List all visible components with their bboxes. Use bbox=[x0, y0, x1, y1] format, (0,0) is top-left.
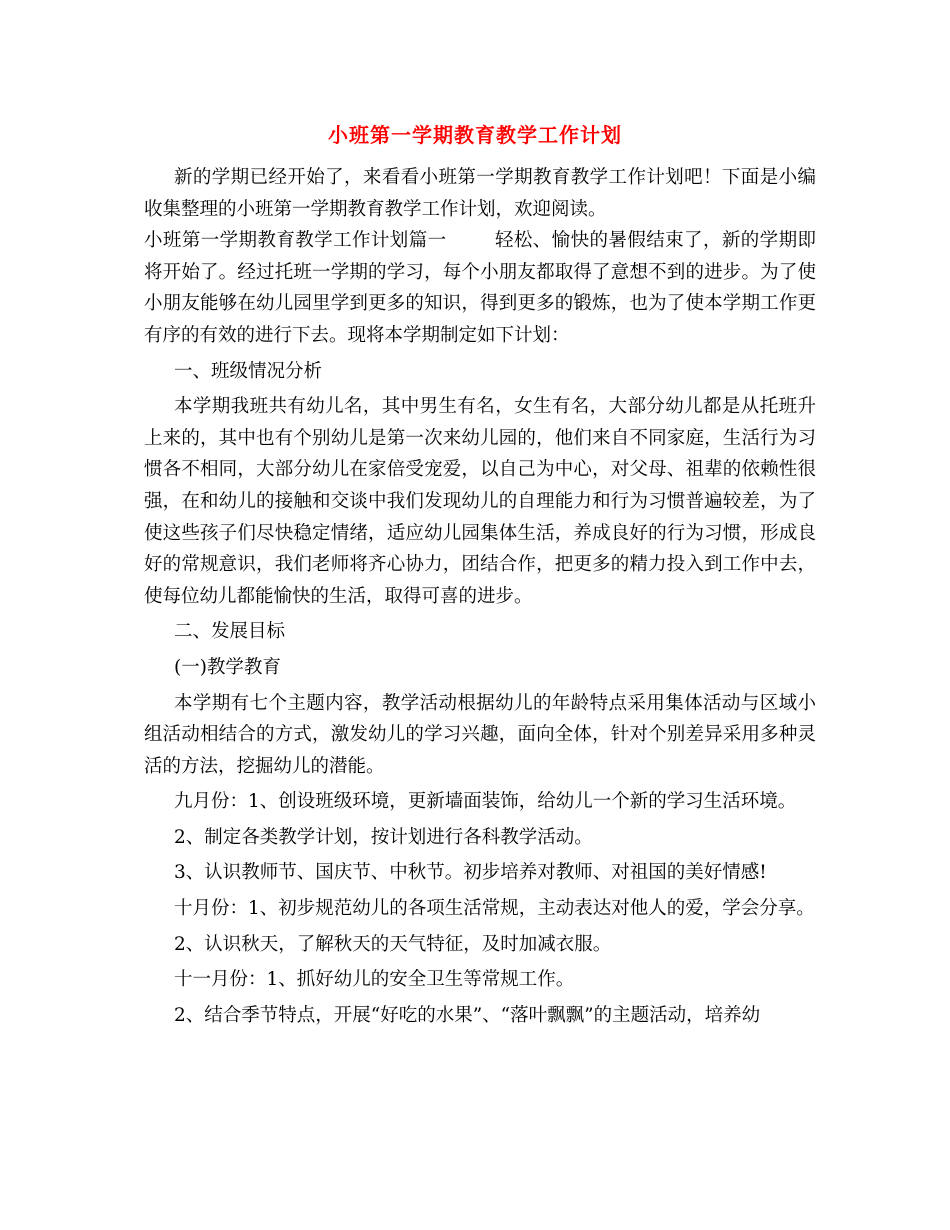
plan-item: 2、结合季节特点，开展“好吃的水果”、“落叶飘飘”的主题活动，培养幼 bbox=[174, 1004, 761, 1026]
section-lead: 轻松、愉快的暑假结束了，新的学期即将开始了。经过托班一学期的学习，每个小朋友都取得了意想不到的进步。为了使小朋友能够在幼儿园里学到更多的知识，得到更多的锻炼，也为了使本学期工作更有序的有效的进行下去。现将本学期制定如下计划： bbox=[144, 230, 816, 346]
plan-item: 十一月份：1、抓好幼儿的安全卫生等常规工作。 bbox=[174, 969, 575, 991]
plan-item: 2、制定各类教学计划，按计划进行各科教学活动。 bbox=[174, 826, 593, 848]
document-title: 小班第一学期教育教学工作计划 bbox=[328, 123, 622, 147]
intro-paragraph: 新的学期已经开始了，来看看小班第一学期教育教学工作计划吧！下面是小编收集整理的小班第一学期教育教学工作计划，欢迎阅读。 bbox=[144, 167, 816, 220]
heading-teaching-education: (一)教学教育 bbox=[174, 656, 281, 678]
plan-item: 2、认识秋天，了解秋天的天气特征，及时加减衣服。 bbox=[174, 933, 612, 955]
plan-item: 十月份：1、初步规范幼儿的各项生活常规，主动表达对他人的爱，学会分享。 bbox=[174, 898, 815, 920]
heading-development-goals: 二、发展目标 bbox=[174, 621, 286, 643]
section-paragraph bbox=[144, 225, 816, 351]
class-analysis-paragraph: 本学期我班共有幼儿名，其中男生有名，女生有名，大部分幼儿都是从托班升上来的，其中也有个别幼儿是第一次来幼儿园的，他们来自不同家庭，生活行为习惯各不相同，大部分幼儿在家倍受宠爱，以自己为中心，对父母、祖辈的依赖性很强，在和幼儿的接触和交谈中我们发现幼儿的自理能力和行为习惯普遍较差，为了使这些孩子们尽快稳定情绪，适应幼儿园集体生活，养成良好的行为习惯，形成良好的常规意识，我们老师将齐心协力，团结合作，把更多的精力投入到工作中去，使每位幼儿都能愉快的生活，取得可喜的进步。 bbox=[144, 396, 816, 607]
plan-item: 九月份：1、创设班级环境，更新墙面装饰，给幼儿一个新的学习生活环境。 bbox=[174, 791, 797, 813]
plan-item: 3、认识教师节、国庆节、中秋节。初步培养对教师、对祖国的美好情感! bbox=[174, 862, 767, 884]
section-heading: 小班第一学期教育教学工作计划篇一 bbox=[144, 230, 447, 252]
document-body bbox=[144, 162, 816, 1031]
teaching-paragraph: 本学期有七个主题内容，教学活动根据幼儿的年龄特点采用集体活动与区域小组活动相结合的方式，激发幼儿的学习兴趣，面向全体，针对个别差异采用多种灵活的方法，挖掘幼儿的潜能。 bbox=[144, 692, 816, 777]
heading-class-analysis: 一、班级情况分析 bbox=[174, 360, 323, 382]
